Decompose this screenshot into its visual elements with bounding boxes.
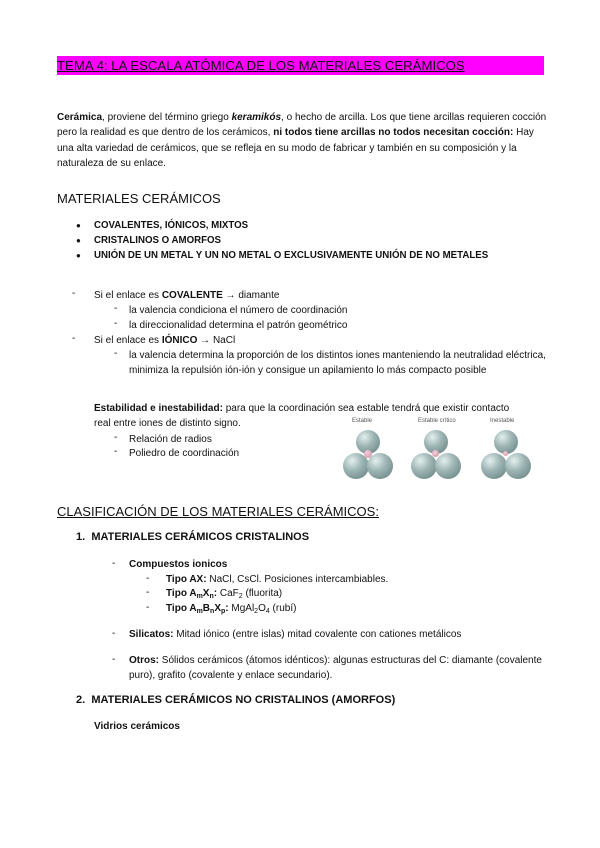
otros-bold: Otros: xyxy=(129,655,159,666)
section-heading-clasificacion: CLASIFICACIÓN DE LOS MATERIALES CERÁMICOS: xyxy=(57,504,379,519)
bullet-dot: ● xyxy=(76,236,81,245)
intro-text-2: , o hecho de arcilla. Los que tiene arcillas requieren cocción pero la realidad es que dentro de los cerámicos, xyxy=(57,112,547,139)
ionico-line xyxy=(94,333,235,348)
numbered-item xyxy=(76,531,309,543)
dash-marker: - xyxy=(114,318,118,329)
silicatos-bold: Silicatos: xyxy=(129,629,174,640)
ionico-post: → NaCl xyxy=(197,335,236,346)
covalente-post: → diamante xyxy=(222,290,280,301)
dash-marker: - xyxy=(72,333,76,344)
ionico-bold: IÓNICO xyxy=(161,335,198,346)
estabilidad-sub: Poliedro de coordinación xyxy=(129,448,240,459)
dash-marker: - xyxy=(112,558,116,569)
covalente-bold: COVALENTE xyxy=(161,290,223,301)
bullet-dot: ● xyxy=(76,251,81,260)
compuestos-ionicos: Compuestos ionicos xyxy=(129,559,228,570)
dash-marker: - xyxy=(114,303,118,314)
intro-emphasis: ni todos tiene arcillas no todos necesitan cocción: xyxy=(273,127,514,139)
intro-text-3: Hay una alta variedad de cerámicos, que se refleja en su modo de fabricar y también en su composición y la naturaleza de su enlace. xyxy=(57,127,534,169)
figure-label: Estable crítico xyxy=(418,418,456,424)
otros-text: Sólidos cerámicos (átomos idénticos): algunas estructuras del C: diamante (covalente puro), grafito (covalente y enlace secundario). xyxy=(129,655,542,681)
dash-marker: - xyxy=(146,587,150,598)
item-label: MATERIALES CERÁMICOS CRISTALINOS xyxy=(91,531,310,543)
tipo-ambnxp: Tipo $A_mB_nX_p$: $MgAl_2O_4$ (rubí) xyxy=(166,603,297,615)
covalente-line xyxy=(94,288,279,303)
intro-term: Cerámica xyxy=(57,112,103,123)
estabilidad-body: para que la coordinación sea estable tendrá que existir contacto real entre iones de distinto signo. xyxy=(94,403,510,429)
section-heading-materiales: MATERIALES CERÁMICOS xyxy=(57,191,221,206)
intro-text-1: , proviene del término griego xyxy=(102,112,232,123)
ion-stability-figure xyxy=(338,418,543,482)
tipo-label: Tipo AX: xyxy=(166,574,207,585)
estabilidad-bold: Estabilidad e inestabilidad: xyxy=(94,403,223,414)
covalente-sub: la direccionalidad determina el patrón geométrico xyxy=(129,320,348,331)
tipo-after: (fluorita) xyxy=(242,588,283,599)
dash-marker: - xyxy=(72,288,76,299)
tipo-ax xyxy=(166,572,388,587)
covalente-sub: la valencia condiciona el número de coordinación xyxy=(129,305,348,316)
ionico-pre: Si el enlace es xyxy=(94,335,162,346)
estabilidad-sub: Relación de radios xyxy=(129,434,212,445)
dash-marker: - xyxy=(114,348,118,359)
dash-marker: - xyxy=(114,446,118,457)
silicatos-text: Mitad iónico (entre islas) mitad covalente con cationes metálicos xyxy=(173,629,462,640)
vidrios-ceramicos: Vidrios cerámicos xyxy=(94,721,180,732)
intro-greek-word: keramikós xyxy=(231,112,282,123)
tipo-text: NaCl, CsCl. Posiciones intercambiables. xyxy=(206,574,389,585)
tipo-text: CaF xyxy=(217,588,239,599)
tipo-amxn: Tipo $A_mX_n$: CaF$_2$ (fluorita) xyxy=(166,588,283,600)
item-number: 2. xyxy=(76,694,86,706)
tipo-text: MgAl xyxy=(228,603,255,614)
tipo-subscript: 2 xyxy=(238,593,243,600)
tipo-label: Tipo A xyxy=(166,603,197,614)
silicatos-line xyxy=(129,627,461,642)
covalente-pre: Si el enlace es xyxy=(94,290,162,301)
figure-label: Inestable xyxy=(490,418,515,424)
bullet-dot: ● xyxy=(76,221,81,230)
intro-paragraph xyxy=(57,110,547,171)
tipo-label: Tipo A xyxy=(166,588,197,599)
item-number: 1. xyxy=(76,531,86,543)
dash-marker: - xyxy=(146,573,150,584)
bullet-item: UNIÓN DE UN METAL Y UN NO METAL O EXCLUSIVAMENTE UNIÓN DE NO METALES xyxy=(94,250,489,261)
ionico-sub: la valencia determina la proporción de los distintos iones manteniendo la neutralidad eléctrica, minimiza la repulsión ión-ión y consigue un apilamiento lo más compacto posible xyxy=(129,350,546,376)
bullet-item: CRISTALINOS O AMORFOS xyxy=(94,235,222,246)
otros-line xyxy=(129,653,547,683)
dash-marker: - xyxy=(114,432,118,443)
figure-label: Estable xyxy=(352,418,373,424)
tipo-after: (rubí) xyxy=(269,603,297,614)
bullet-item: COVALENTES, IÓNICOS, MIXTOS xyxy=(94,220,249,231)
dash-marker: - xyxy=(112,654,116,665)
numbered-item xyxy=(76,694,395,706)
item-label: MATERIALES CERÁMICOS NO CRISTALINOS (AMORFOS) xyxy=(91,694,396,706)
page-title: TEMA 4: LA ESCALA ATÓMICA DE LOS MATERIALES CERÁMICOS xyxy=(57,56,544,75)
dash-marker: - xyxy=(112,628,116,639)
dash-marker: - xyxy=(146,602,150,613)
